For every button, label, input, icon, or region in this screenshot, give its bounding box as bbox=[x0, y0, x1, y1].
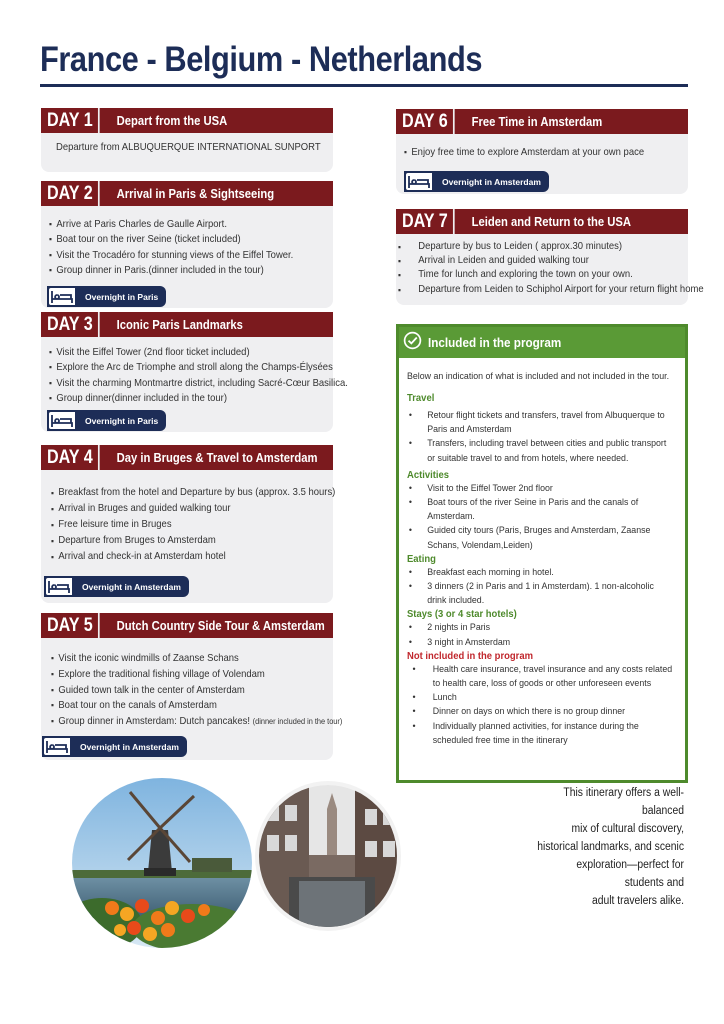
included-panel bbox=[396, 324, 688, 783]
overnight-badge bbox=[47, 286, 166, 307]
day-5-number: DAY 5 bbox=[41, 613, 100, 638]
included-intro: Below an indication of what is included and not included in the tour. bbox=[407, 371, 670, 382]
section-title-travel: Travel bbox=[407, 392, 435, 404]
overnight-badge bbox=[404, 171, 549, 192]
list-item: • Lunch bbox=[407, 691, 674, 705]
list-item-note: (dinner included in the tour) bbox=[252, 717, 343, 727]
list-item: • Individually planned activities, for instance during the scheduled free time in the itinerary bbox=[407, 720, 674, 748]
windmill-tulips-photo bbox=[72, 778, 252, 948]
overnight-badge bbox=[47, 410, 166, 431]
list-item: • 2 nights in Paris bbox=[407, 621, 674, 635]
list-item: ▪ Enjoy free time to explore Amsterdam at your own pace bbox=[404, 145, 656, 160]
day-4-header bbox=[41, 445, 333, 470]
list-item bbox=[51, 714, 343, 730]
day-2-header bbox=[41, 181, 333, 206]
list-item: ▪ Explore the Arc de Triomphe and stroll along the Champs-Élysées bbox=[49, 360, 301, 375]
list-item: • Retour flight tickets and transfers, travel from Albuquerque to Paris and Amsterdam bbox=[407, 409, 674, 437]
day-1-title: Depart from the USA bbox=[116, 113, 228, 128]
list-item: • 3 night in Amsterdam bbox=[407, 636, 674, 650]
list-item: ▪ Time for lunch and exploring the town on your own. bbox=[398, 268, 656, 282]
overnight-label: Overnight in Amsterdam bbox=[442, 176, 541, 187]
page-title: France - Belgium - Netherlands bbox=[40, 40, 483, 79]
closing-line: adult travelers alike. bbox=[591, 895, 684, 907]
closing-line: mix of cultural discovery, bbox=[571, 823, 684, 835]
included-header bbox=[399, 327, 685, 358]
list-item: ▪ Departure from Bruges to Amsterdam bbox=[51, 533, 301, 549]
day-1-number: DAY 1 bbox=[41, 108, 100, 133]
day-1-card bbox=[41, 108, 333, 172]
day-3-title: Iconic Paris Landmarks bbox=[116, 317, 243, 332]
day-7-title: Leiden and Return to the USA bbox=[471, 214, 631, 229]
list-item: • Guided city tours (Paris, Bruges and Amsterdam, Zaanse Schans, Volendam,Leiden) bbox=[407, 524, 674, 552]
list-item: • Boat tours of the river Seine in Paris and the canals of Amsterdam. bbox=[407, 496, 674, 524]
day-7-card bbox=[396, 209, 704, 305]
list-item: • Visit to the Eiffel Tower 2nd floor bbox=[407, 482, 674, 496]
section-title-activities: Activities bbox=[407, 468, 450, 481]
list-item: ▪ Group dinner in Paris.(dinner included in the tour) bbox=[49, 263, 301, 278]
bed-icon bbox=[44, 576, 74, 597]
day-5-header bbox=[41, 613, 333, 638]
day-1-header bbox=[41, 108, 333, 133]
overnight-label: Overnight in Paris bbox=[85, 291, 159, 302]
list-item: • Health care insurance, travel insurance and any costs related to health care, loss of goods or other unforeseen events bbox=[407, 663, 674, 691]
day-6-number: DAY 6 bbox=[396, 109, 455, 134]
list-item: • Transfers, including travel between cities and public transport or suitable travel to and from hotels, where needed. bbox=[407, 437, 674, 465]
list-item: ▪ Arrive at Paris Charles de Gaulle Airport. bbox=[49, 217, 301, 232]
day-3-number: DAY 3 bbox=[41, 312, 100, 337]
overnight-label: Overnight in Amsterdam bbox=[82, 581, 181, 592]
day-6-header bbox=[396, 109, 688, 134]
list-item: ▪ Group dinner(dinner included in the tour) bbox=[49, 391, 301, 406]
check-circle-icon bbox=[403, 331, 422, 355]
list-item: ▪ Visit the iconic windmills of Zaanse Schans bbox=[51, 651, 301, 667]
bed-icon bbox=[404, 171, 434, 192]
amsterdam-canal-photo bbox=[255, 781, 401, 931]
closing-paragraph bbox=[531, 784, 684, 910]
list-item: ▪ Free leisure time in Bruges bbox=[51, 517, 301, 533]
day-7-number: DAY 7 bbox=[396, 209, 455, 234]
list-item: ▪ Arrival and check-in at Amsterdam hotel bbox=[51, 549, 301, 565]
bed-icon bbox=[47, 410, 77, 431]
closing-line: This itinerary offers a well-balanced bbox=[563, 787, 684, 817]
closing-line: exploration—perfect for bbox=[576, 859, 684, 871]
list-item: ▪ Visit the charming Montmartre district, including Sacré-Cœur Basilica. bbox=[49, 376, 301, 391]
list-item: • 3 dinners (2 in Paris and 1 in Amsterdam). 1 non-alcoholic drink included. bbox=[407, 580, 674, 608]
day-3-header bbox=[41, 312, 333, 337]
day-5-title: Dutch Country Side Tour & Amsterdam bbox=[116, 618, 325, 633]
list-item: ▪ Departure by bus to Leiden ( approx.30 minutes) bbox=[398, 240, 656, 254]
overnight-badge bbox=[44, 576, 189, 597]
list-item: ▪ Arrival in Bruges and guided walking tour bbox=[51, 501, 301, 517]
included-title: Included in the program bbox=[428, 335, 562, 350]
title-divider bbox=[40, 84, 688, 87]
list-item: ▪ Visit the Trocadéro for stunning views of the Eiffel Tower. bbox=[49, 248, 301, 263]
bed-icon bbox=[42, 736, 72, 757]
day-4-title: Day in Bruges & Travel to Amsterdam bbox=[116, 450, 318, 465]
overnight-label: Overnight in Paris bbox=[85, 415, 159, 426]
overnight-label: Overnight in Amsterdam bbox=[80, 741, 179, 752]
section-title-eating: Eating bbox=[407, 552, 436, 565]
list-item: ▪ Boat tour on the river Seine (ticket included) bbox=[49, 232, 301, 247]
list-item: • Dinner on days on which there is no group dinner bbox=[407, 705, 674, 719]
list-item: • Breakfast each morning in hotel. bbox=[407, 566, 674, 580]
day-2-title: Arrival in Paris & Sightseeing bbox=[116, 186, 275, 201]
day-1-text: Departure from ALBUQUERQUE INTERNATIONAL SUNPORT bbox=[56, 142, 321, 153]
day-7-header bbox=[396, 209, 688, 234]
list-item: ▪ Breakfast from the hotel and Departure by bus (approx. 3.5 hours) bbox=[51, 485, 301, 501]
day-4-number: DAY 4 bbox=[41, 445, 100, 470]
list-item: ▪ Arrival in Leiden and guided walking tour bbox=[398, 254, 656, 268]
bed-icon bbox=[47, 286, 77, 307]
list-item: ▪ Guided town talk in the center of Amsterdam bbox=[51, 683, 301, 699]
day-6-title: Free Time in Amsterdam bbox=[471, 114, 603, 129]
overnight-badge bbox=[42, 736, 187, 757]
day-2-number: DAY 2 bbox=[41, 181, 100, 206]
closing-line: students and bbox=[624, 877, 684, 889]
list-item: ▪ Boat tour on the canals of Amsterdam bbox=[51, 698, 301, 714]
closing-line: historical landmarks, and scenic bbox=[537, 841, 684, 853]
section-title-not-included: Not included in the program bbox=[407, 649, 534, 662]
list-item: ▪ Departure from Leiden to Schiphol Airport for your return flight home bbox=[398, 283, 656, 297]
section-title-stays: Stays (3 or 4 star hotels) bbox=[407, 608, 517, 621]
list-item: ▪ Visit the Eiffel Tower (2nd floor ticket included) bbox=[49, 345, 301, 360]
list-item-text: Group dinner in Amsterdam: Dutch pancakes! bbox=[58, 716, 251, 728]
list-item: ▪ Explore the traditional fishing village of Volendam bbox=[51, 667, 301, 683]
